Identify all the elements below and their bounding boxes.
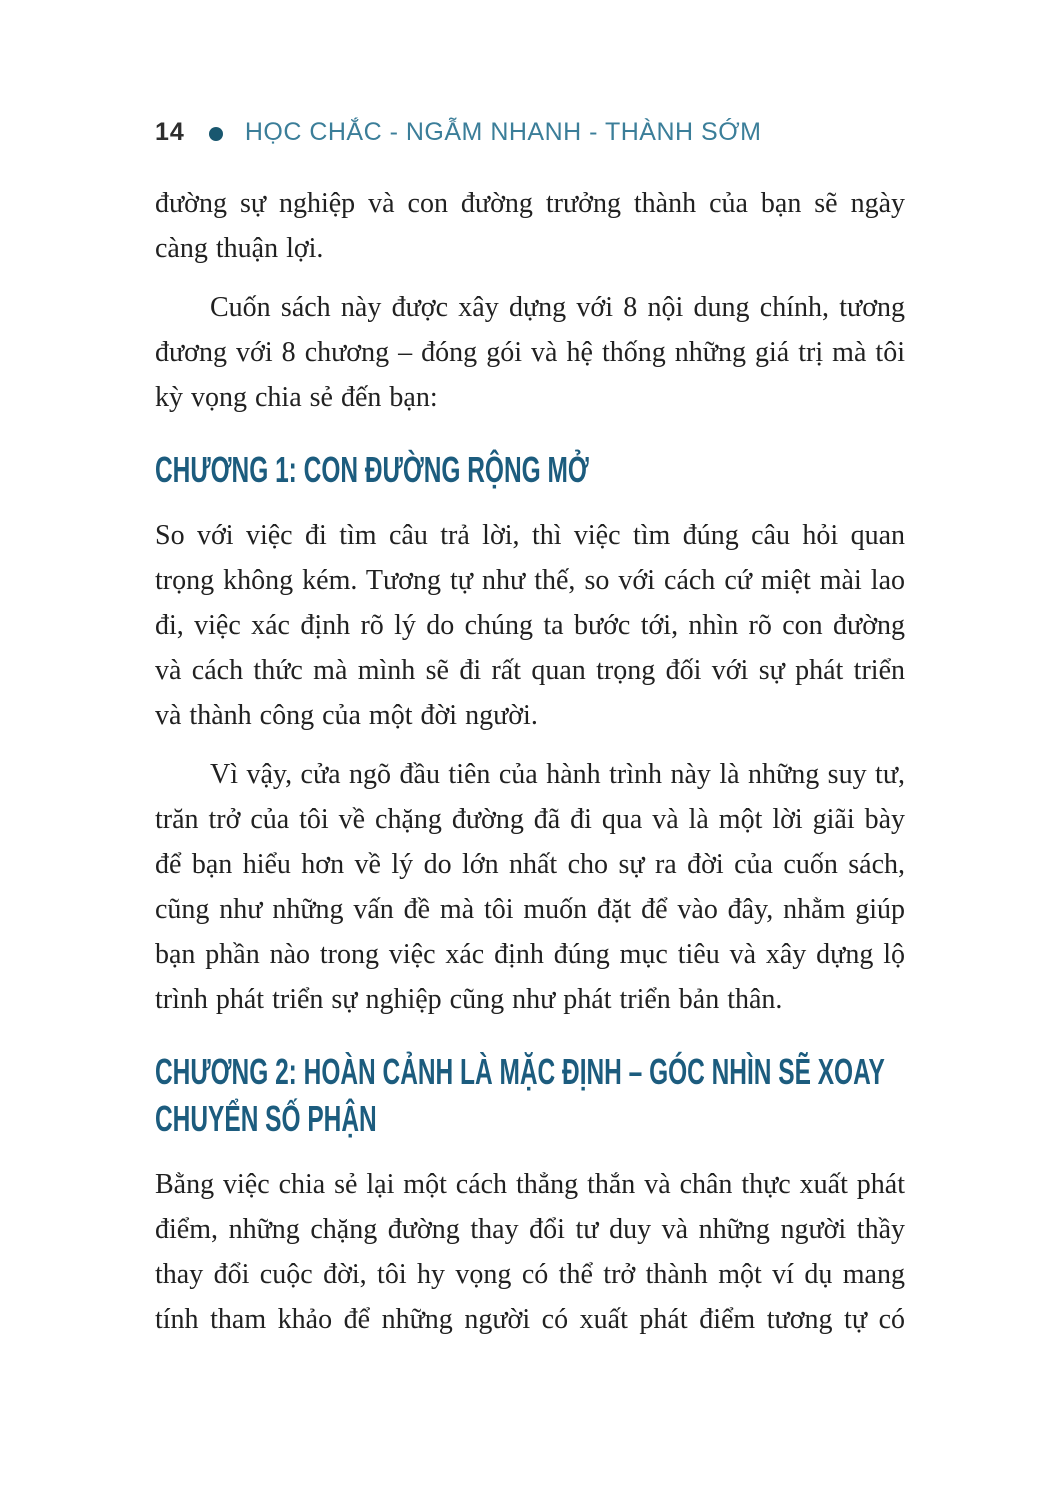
bullet-separator-icon: [209, 127, 223, 141]
chapter-heading: CHƯƠNG 1: CON ĐƯỜNG RỘNG MỞ: [155, 449, 589, 490]
chapter-heading: CHƯƠNG 2: HOÀN CẢNH LÀ MẶC ĐỊNH – GÓC NHÌN SẼ XOAY CHUYỂN SỐ PHẬN: [155, 1051, 885, 1139]
running-header: [155, 118, 905, 147]
body-paragraph: So với việc đi tìm câu trả lời, thì việc tìm đúng câu hỏi quan trọng không kém. Tương tự như thế, so với cách cứ miệt mài lao đi, việc xác định rõ lý do chúng ta bước tới, nhìn rõ con đường và cách thức mà mình sẽ đi rất quan trọng đối với sự phát triển và thành công của một đời người.: [155, 520, 905, 731]
page-number: 14: [155, 118, 185, 146]
body-paragraph: đường sự nghiệp và con đường trưởng thành của bạn sẽ ngày càng thuận lợi.: [155, 188, 905, 264]
page-body-text: [155, 181, 905, 1342]
running-title: HỌC CHẮC - NGẪM NHANH - THÀNH SỚM: [244, 118, 762, 146]
body-paragraph: Cuốn sách này được xây dựng với 8 nội dung chính, tương đương với 8 chương – đóng gói và hệ thống những giá trị mà tôi kỳ vọng chia sẻ đến bạn:: [155, 292, 905, 413]
body-paragraph: Vì vậy, cửa ngõ đầu tiên của hành trình này là những suy tư, trăn trở của tôi về chặng đường đã đi qua và là một lời giãi bày để bạn hiểu hơn về lý do lớn nhất cho sự ra đời của cuốn sách, cũng như những vấn đề mà tôi muốn đặt để vào đây, nhằm giúp bạn phần nào trong việc xác định đúng mục tiêu và xây dựng lộ trình phát triển sự nghiệp cũng như phát triển bản thân.: [155, 759, 905, 1015]
body-paragraph: Bằng việc chia sẻ lại một cách thẳng thắn và chân thực xuất phát điểm, những chặng đường thay đổi tư duy và những người thầy thay đổi cuộc đời, tôi hy vọng có thể trở thành một ví dụ mang tính tham khảo để những người có xuất phát điểm tương tự có: [155, 1169, 905, 1335]
